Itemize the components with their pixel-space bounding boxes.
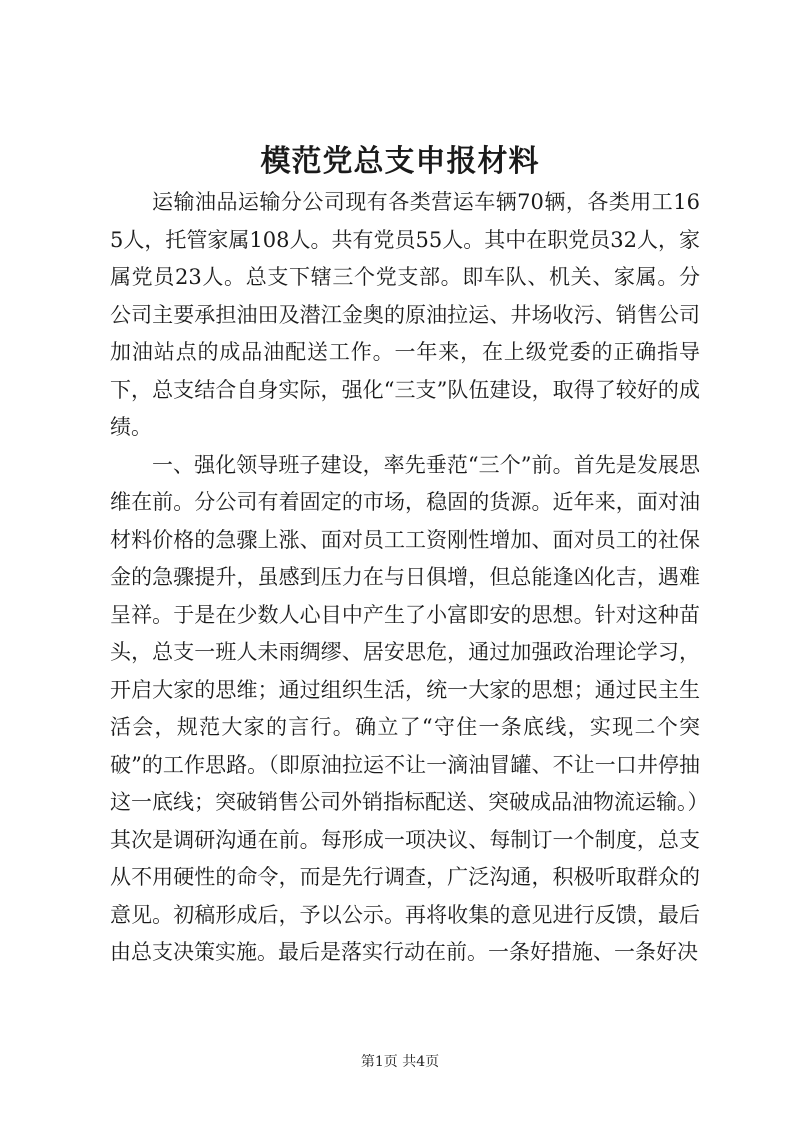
paragraph-intro: 运输油品运输分公司现有各类营运车辆70辆，各类用工165人，托管家属108人。共有党员55人。其中在职党员32人，家属党员23人。总支下辖三个党支部。即车队、机关、家属。分公司主要承担油田及潜江金奥的原油拉运、井场收污、销售公司加油站点的成品油配送工作。一年来，在上级党委的正确指导下，总支结合自身实际，强化“三支”队伍建设，取得了较好的成绩。 — [110, 190, 700, 439]
paragraph-research: 其次是调研沟通在前。每形成一项决议、每制订一个制度，总支从不用硬性的命令，而是先行调查，广泛沟通，积极听取群众的意见。初稿形成后，予以公示。再将收集的意见进行反馈，最后由总支决策实施。最后是落实行动在前。一条好措施、一条好决 — [110, 827, 700, 964]
page-footer: 第1页 共4页 — [360, 1054, 440, 1070]
document-body — [110, 184, 709, 972]
document-title: 模范党总支申报材料 — [260, 144, 540, 179]
paragraph-leadership: 一、强化领导班子建设，率先垂范“三个”前。首先是发展思维在前。分公司有着固定的市场，稳固的货源。近年来，面对油材料价格的急骤上涨、面对员工工资刚性增加、面对员工的社保金的急骤提升，虽感到压力在与日俱增，但总能逢凶化吉，遇难呈祥。于是在少数人心目中产生了小富即安的思想。针对这种苗头，总支一班人未雨绸缪、居安思危，通过加强政治理论学习，开启大家的思维；通过组织生活，统一大家的思想；通过民主生活会，规范大家的言行。确立了“守住一条底线，实现二个突破”的工作思路。（即原油拉运不让一滴油冒罐、不让一口井停抽这一底线；突破销售公司外销指标配送、突破成品油物流运输。） — [110, 452, 709, 814]
